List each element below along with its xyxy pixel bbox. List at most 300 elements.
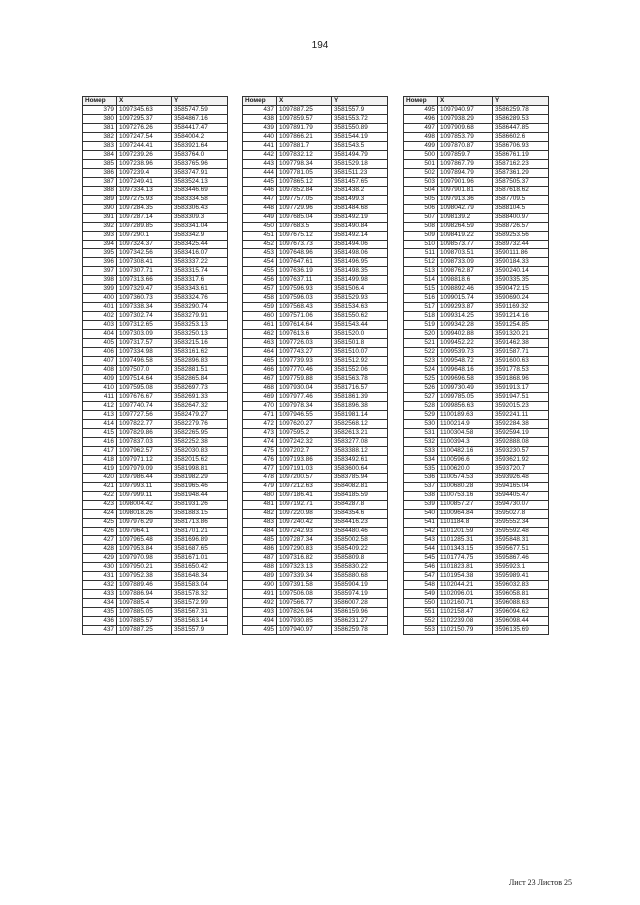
x-coordinate: 1098419.22 — [438, 231, 493, 240]
table-row — [243, 321, 388, 330]
x-coordinate: 1097952.38 — [117, 572, 172, 581]
y-coordinate: 3582691.33 — [172, 392, 228, 401]
table-row — [83, 626, 228, 635]
table-row — [83, 536, 228, 545]
point-number: 473 — [243, 428, 277, 437]
table-row — [404, 392, 549, 401]
y-coordinate: 3593621.92 — [493, 455, 549, 464]
point-number: 511 — [404, 249, 438, 258]
point-number: 438 — [243, 114, 277, 123]
y-coordinate: 3584185.59 — [332, 491, 388, 500]
point-number: 497 — [404, 123, 438, 132]
point-number: 493 — [243, 608, 277, 617]
point-number: 545 — [404, 554, 438, 563]
y-coordinate: 3581552.06 — [332, 366, 388, 375]
y-coordinate: 3582252.38 — [172, 437, 228, 446]
table-row — [83, 114, 228, 123]
table-row — [404, 375, 549, 384]
point-number: 425 — [83, 518, 117, 527]
point-number: 510 — [404, 240, 438, 249]
y-coordinate: 3583446.69 — [172, 186, 228, 195]
y-coordinate: 3595848.31 — [493, 536, 549, 545]
point-number: 512 — [404, 258, 438, 267]
table-row — [243, 536, 388, 545]
y-coordinate: 3587618.62 — [493, 186, 549, 195]
x-coordinate: 1097976.29 — [117, 518, 172, 527]
table-row — [243, 366, 388, 375]
y-coordinate: 3581563.14 — [172, 617, 228, 626]
x-coordinate: 1099452.22 — [438, 339, 493, 348]
table-row — [404, 285, 549, 294]
table-row — [83, 384, 228, 393]
table-row — [243, 276, 388, 285]
table-row — [83, 141, 228, 150]
point-number: 457 — [243, 285, 277, 294]
y-coordinate: 3591587.71 — [493, 348, 549, 357]
y-coordinate: 3582265.95 — [172, 428, 228, 437]
point-number: 482 — [243, 509, 277, 518]
x-coordinate: 1097566.77 — [277, 599, 332, 608]
point-number: 472 — [243, 419, 277, 428]
point-number: 423 — [83, 500, 117, 509]
x-coordinate: 1097913.36 — [438, 195, 493, 204]
x-coordinate: 1097312.65 — [117, 321, 172, 330]
header-x: X — [117, 97, 172, 106]
x-coordinate: 1097726.03 — [277, 339, 332, 348]
y-coordinate: 3583337.22 — [172, 258, 228, 267]
y-coordinate: 3583161.62 — [172, 348, 228, 357]
x-coordinate: 1097950.21 — [117, 563, 172, 572]
x-coordinate: 1097970.98 — [117, 554, 172, 563]
point-number: 458 — [243, 294, 277, 303]
point-number: 430 — [83, 563, 117, 572]
x-coordinate: 1097302.74 — [117, 312, 172, 321]
table-row — [243, 132, 388, 141]
y-coordinate: 3583747.91 — [172, 168, 228, 177]
y-coordinate: 3589732.44 — [493, 240, 549, 249]
table-row — [243, 608, 388, 617]
x-coordinate: 1100189.63 — [438, 410, 493, 419]
y-coordinate: 3591600.63 — [493, 357, 549, 366]
point-number: 505 — [404, 195, 438, 204]
table-row — [404, 410, 549, 419]
point-number: 421 — [83, 482, 117, 491]
table-row — [404, 455, 549, 464]
table-row — [243, 410, 388, 419]
point-number: 461 — [243, 321, 277, 330]
point-number: 541 — [404, 518, 438, 527]
y-coordinate: 3590184.33 — [493, 258, 549, 267]
y-coordinate: 3583250.13 — [172, 330, 228, 339]
y-coordinate: 3581687.65 — [172, 545, 228, 554]
x-coordinate: 1097683.5 — [277, 222, 332, 231]
y-coordinate: 3588726.57 — [493, 222, 549, 231]
table-row — [404, 473, 549, 482]
point-number: 499 — [404, 141, 438, 150]
x-coordinate: 1097334.13 — [117, 186, 172, 195]
y-coordinate: 3584417.47 — [172, 123, 228, 132]
y-coordinate: 3581438.2 — [332, 186, 388, 195]
table-row — [404, 357, 549, 366]
point-number: 388 — [83, 186, 117, 195]
point-number: 407 — [83, 357, 117, 366]
table-row — [83, 455, 228, 464]
x-coordinate: 1097886.94 — [117, 590, 172, 599]
table-row — [243, 617, 388, 626]
y-coordinate: 3581510.07 — [332, 348, 388, 357]
y-coordinate: 3586007.28 — [332, 599, 388, 608]
x-coordinate: 1097240.42 — [277, 518, 332, 527]
y-coordinate: 3581512.92 — [332, 357, 388, 366]
table-row — [83, 285, 228, 294]
point-number: 501 — [404, 159, 438, 168]
table-row — [243, 375, 388, 384]
table-row — [83, 258, 228, 267]
y-coordinate: 3581543.5 — [332, 141, 388, 150]
y-coordinate: 3588400.97 — [493, 213, 549, 222]
table-row — [83, 599, 228, 608]
point-number: 476 — [243, 455, 277, 464]
point-number: 522 — [404, 348, 438, 357]
table-row — [83, 482, 228, 491]
x-coordinate: 1101201.59 — [438, 527, 493, 536]
point-number: 539 — [404, 500, 438, 509]
x-coordinate: 1099856.63 — [438, 401, 493, 410]
table-row — [83, 608, 228, 617]
point-number: 546 — [404, 563, 438, 572]
point-number: 416 — [83, 437, 117, 446]
y-coordinate: 3581498.35 — [332, 267, 388, 276]
point-number: 454 — [243, 258, 277, 267]
table-row — [83, 195, 228, 204]
x-coordinate: 1097901.81 — [438, 186, 493, 195]
x-coordinate: 1101184.8 — [438, 518, 493, 527]
table-row — [243, 249, 388, 258]
point-number: 411 — [83, 392, 117, 401]
table-row — [83, 240, 228, 249]
y-coordinate: 3596058.81 — [493, 590, 549, 599]
y-coordinate: 3594730.07 — [493, 500, 549, 509]
table-row — [404, 545, 549, 554]
x-coordinate: 1100964.84 — [438, 509, 493, 518]
table-row — [83, 312, 228, 321]
y-coordinate: 3584867.16 — [172, 114, 228, 123]
point-number: 487 — [243, 554, 277, 563]
x-coordinate: 1097798.34 — [277, 159, 332, 168]
point-number: 527 — [404, 392, 438, 401]
point-number: 381 — [83, 123, 117, 132]
y-coordinate: 3581498.06 — [332, 249, 388, 258]
table-row — [404, 321, 549, 330]
x-coordinate: 1097891.79 — [277, 123, 332, 132]
x-coordinate: 1097962.57 — [117, 446, 172, 455]
table-row — [243, 186, 388, 195]
point-number: 488 — [243, 563, 277, 572]
y-coordinate: 3583279.91 — [172, 312, 228, 321]
x-coordinate: 1097360.73 — [117, 294, 172, 303]
point-number: 380 — [83, 114, 117, 123]
y-coordinate: 3581696.89 — [172, 536, 228, 545]
table-row — [243, 473, 388, 482]
point-number: 483 — [243, 518, 277, 527]
x-coordinate: 1100680.28 — [438, 482, 493, 491]
x-coordinate: 1098762.87 — [438, 267, 493, 276]
point-number: 415 — [83, 428, 117, 437]
x-coordinate: 1097324.37 — [117, 240, 172, 249]
table-row — [83, 527, 228, 536]
table-row — [83, 590, 228, 599]
point-number: 384 — [83, 150, 117, 159]
coordinates-table-1 — [82, 96, 228, 635]
y-coordinate: 3581499.98 — [332, 276, 388, 285]
table-row — [83, 132, 228, 141]
point-number: 418 — [83, 455, 117, 464]
y-coordinate: 3584287.8 — [332, 500, 388, 509]
point-number: 397 — [83, 267, 117, 276]
table-row — [243, 572, 388, 581]
table-row — [243, 455, 388, 464]
table-row — [404, 177, 549, 186]
point-number: 446 — [243, 186, 277, 195]
point-number: 484 — [243, 527, 277, 536]
coordinates-table-3 — [403, 96, 549, 635]
y-coordinate: 3581496.95 — [332, 258, 388, 267]
table-row — [83, 617, 228, 626]
x-coordinate: 1097977.46 — [277, 392, 332, 401]
x-coordinate: 1097930.04 — [277, 384, 332, 393]
table-row — [404, 276, 549, 285]
x-coordinate: 1099293.87 — [438, 303, 493, 312]
point-number: 462 — [243, 330, 277, 339]
table-row — [83, 500, 228, 509]
y-coordinate: 3590472.15 — [493, 285, 549, 294]
y-coordinate: 3581511.23 — [332, 168, 388, 177]
x-coordinate: 1099785.05 — [438, 392, 493, 401]
x-coordinate: 1097275.93 — [117, 195, 172, 204]
x-coordinate: 1097852.84 — [277, 186, 332, 195]
x-coordinate: 1097506.08 — [277, 590, 332, 599]
y-coordinate: 3581520.0 — [332, 330, 388, 339]
y-coordinate: 3595867.46 — [493, 554, 549, 563]
x-coordinate: 1097832.12 — [277, 150, 332, 159]
point-number: 452 — [243, 240, 277, 249]
y-coordinate: 3581490.84 — [332, 222, 388, 231]
x-coordinate: 1099730.49 — [438, 384, 493, 393]
y-coordinate: 3592241.11 — [493, 410, 549, 419]
point-number: 474 — [243, 437, 277, 446]
point-number: 537 — [404, 482, 438, 491]
x-coordinate: 1097986.44 — [117, 473, 172, 482]
y-coordinate: 3584480.46 — [332, 527, 388, 536]
x-coordinate: 1097901.96 — [438, 177, 493, 186]
point-number: 427 — [83, 536, 117, 545]
point-number: 492 — [243, 599, 277, 608]
table-row — [83, 105, 228, 114]
point-number: 437 — [243, 105, 277, 114]
x-coordinate: 1100304.58 — [438, 428, 493, 437]
point-number: 463 — [243, 339, 277, 348]
x-coordinate: 1097859.7 — [438, 150, 493, 159]
point-number: 468 — [243, 384, 277, 393]
table-row — [243, 123, 388, 132]
table-row — [243, 348, 388, 357]
x-coordinate: 1097781.05 — [277, 168, 332, 177]
y-coordinate: 3591169.32 — [493, 303, 549, 312]
x-coordinate: 1097979.09 — [117, 464, 172, 473]
x-coordinate: 1100214.9 — [438, 419, 493, 428]
x-coordinate: 1097770.46 — [277, 366, 332, 375]
table-row — [83, 348, 228, 357]
y-coordinate: 3582279.76 — [172, 419, 228, 428]
x-coordinate: 1097313.66 — [117, 276, 172, 285]
table-row — [404, 348, 549, 357]
x-coordinate: 1097894.79 — [438, 168, 493, 177]
x-coordinate: 1099015.74 — [438, 294, 493, 303]
y-coordinate: 3593720.7 — [493, 464, 549, 473]
point-number: 549 — [404, 590, 438, 599]
x-coordinate: 1097338.34 — [117, 303, 172, 312]
x-coordinate: 1097637.11 — [277, 276, 332, 285]
point-number: 456 — [243, 276, 277, 285]
y-coordinate: 3581550.62 — [332, 312, 388, 321]
y-coordinate: 3596094.62 — [493, 608, 549, 617]
y-coordinate: 3589253.56 — [493, 231, 549, 240]
x-coordinate: 1097648.96 — [277, 249, 332, 258]
point-number: 426 — [83, 527, 117, 536]
point-number: 467 — [243, 375, 277, 384]
point-number: 410 — [83, 384, 117, 393]
table-row — [83, 357, 228, 366]
sheet-count: Лист 23 Листов 25 — [508, 878, 572, 887]
table-row — [243, 339, 388, 348]
y-coordinate: 3592888.08 — [493, 437, 549, 446]
point-number: 401 — [83, 303, 117, 312]
y-coordinate: 3585904.19 — [332, 581, 388, 590]
table-row — [404, 204, 549, 213]
y-coordinate: 3581716.57 — [332, 384, 388, 393]
table-row — [83, 213, 228, 222]
table-row — [83, 392, 228, 401]
x-coordinate: 1099696.58 — [438, 375, 493, 384]
y-coordinate: 3581572.99 — [172, 599, 228, 608]
y-coordinate: 3582479.27 — [172, 410, 228, 419]
point-number: 432 — [83, 581, 117, 590]
table-row — [243, 446, 388, 455]
y-coordinate: 3581494.79 — [332, 150, 388, 159]
point-number: 445 — [243, 177, 277, 186]
table-row — [243, 222, 388, 231]
table-row — [404, 258, 549, 267]
x-coordinate: 1097186.41 — [277, 491, 332, 500]
x-coordinate: 1097853.79 — [438, 132, 493, 141]
y-coordinate: 3582647.32 — [172, 401, 228, 410]
y-coordinate: 3585830.22 — [332, 563, 388, 572]
x-coordinate: 1097192.71 — [277, 500, 332, 509]
y-coordinate: 3581998.81 — [172, 464, 228, 473]
point-number: 498 — [404, 132, 438, 141]
y-coordinate: 3581948.44 — [172, 491, 228, 500]
table-row — [83, 366, 228, 375]
table-row — [404, 491, 549, 500]
point-number: 548 — [404, 581, 438, 590]
y-coordinate: 3583253.13 — [172, 321, 228, 330]
y-coordinate: 3591214.16 — [493, 312, 549, 321]
x-coordinate: 1097909.68 — [438, 123, 493, 132]
point-number: 405 — [83, 339, 117, 348]
y-coordinate: 3581931.26 — [172, 500, 228, 509]
point-number: 542 — [404, 527, 438, 536]
table-row — [404, 303, 549, 312]
point-number: 513 — [404, 267, 438, 276]
table-row — [404, 249, 549, 258]
point-number: 509 — [404, 231, 438, 240]
table-row — [83, 303, 228, 312]
point-number: 447 — [243, 195, 277, 204]
point-number: 470 — [243, 401, 277, 410]
y-coordinate: 3596135.69 — [493, 626, 549, 635]
y-coordinate: 3581553.72 — [332, 114, 388, 123]
point-number: 392 — [83, 222, 117, 231]
y-coordinate: 3584004.2 — [172, 132, 228, 141]
table-row — [404, 141, 549, 150]
x-coordinate: 1097307.71 — [117, 267, 172, 276]
point-number: 464 — [243, 348, 277, 357]
point-number: 385 — [83, 159, 117, 168]
point-number: 396 — [83, 258, 117, 267]
table-row — [83, 168, 228, 177]
table-row — [404, 527, 549, 536]
x-coordinate: 1097276.26 — [117, 123, 172, 132]
table-row — [83, 401, 228, 410]
x-coordinate: 1097859.57 — [277, 114, 332, 123]
x-coordinate: 1097613.6 — [277, 330, 332, 339]
x-coordinate: 1097759.88 — [277, 375, 332, 384]
point-number: 408 — [83, 366, 117, 375]
point-number: 502 — [404, 168, 438, 177]
x-coordinate: 1100574.53 — [438, 473, 493, 482]
y-coordinate: 3581583.04 — [172, 581, 228, 590]
y-coordinate: 3581550.89 — [332, 123, 388, 132]
point-number: 379 — [83, 105, 117, 114]
point-number: 386 — [83, 168, 117, 177]
table-row — [243, 545, 388, 554]
y-coordinate: 3586231.27 — [332, 617, 388, 626]
point-number: 466 — [243, 366, 277, 375]
x-coordinate: 1097965.48 — [117, 536, 172, 545]
table-row — [243, 581, 388, 590]
x-coordinate: 1097993.11 — [117, 482, 172, 491]
y-coordinate: 3582697.73 — [172, 384, 228, 393]
point-number: 390 — [83, 204, 117, 213]
x-coordinate: 1098703.51 — [438, 249, 493, 258]
point-number: 495 — [404, 105, 438, 114]
table-row — [243, 330, 388, 339]
y-coordinate: 3595552.34 — [493, 518, 549, 527]
y-coordinate: 3583343.61 — [172, 285, 228, 294]
table-header-row — [83, 97, 228, 106]
table-row — [404, 563, 549, 572]
x-coordinate: 1097887.25 — [117, 626, 172, 635]
table-row — [243, 195, 388, 204]
table-row — [243, 294, 388, 303]
x-coordinate: 1098818.6 — [438, 276, 493, 285]
y-coordinate: 3581501.8 — [332, 339, 388, 348]
point-number: 440 — [243, 132, 277, 141]
table-row — [404, 509, 549, 518]
table-header-row — [404, 97, 549, 106]
point-number: 404 — [83, 330, 117, 339]
y-coordinate: 3586259.78 — [493, 105, 549, 114]
